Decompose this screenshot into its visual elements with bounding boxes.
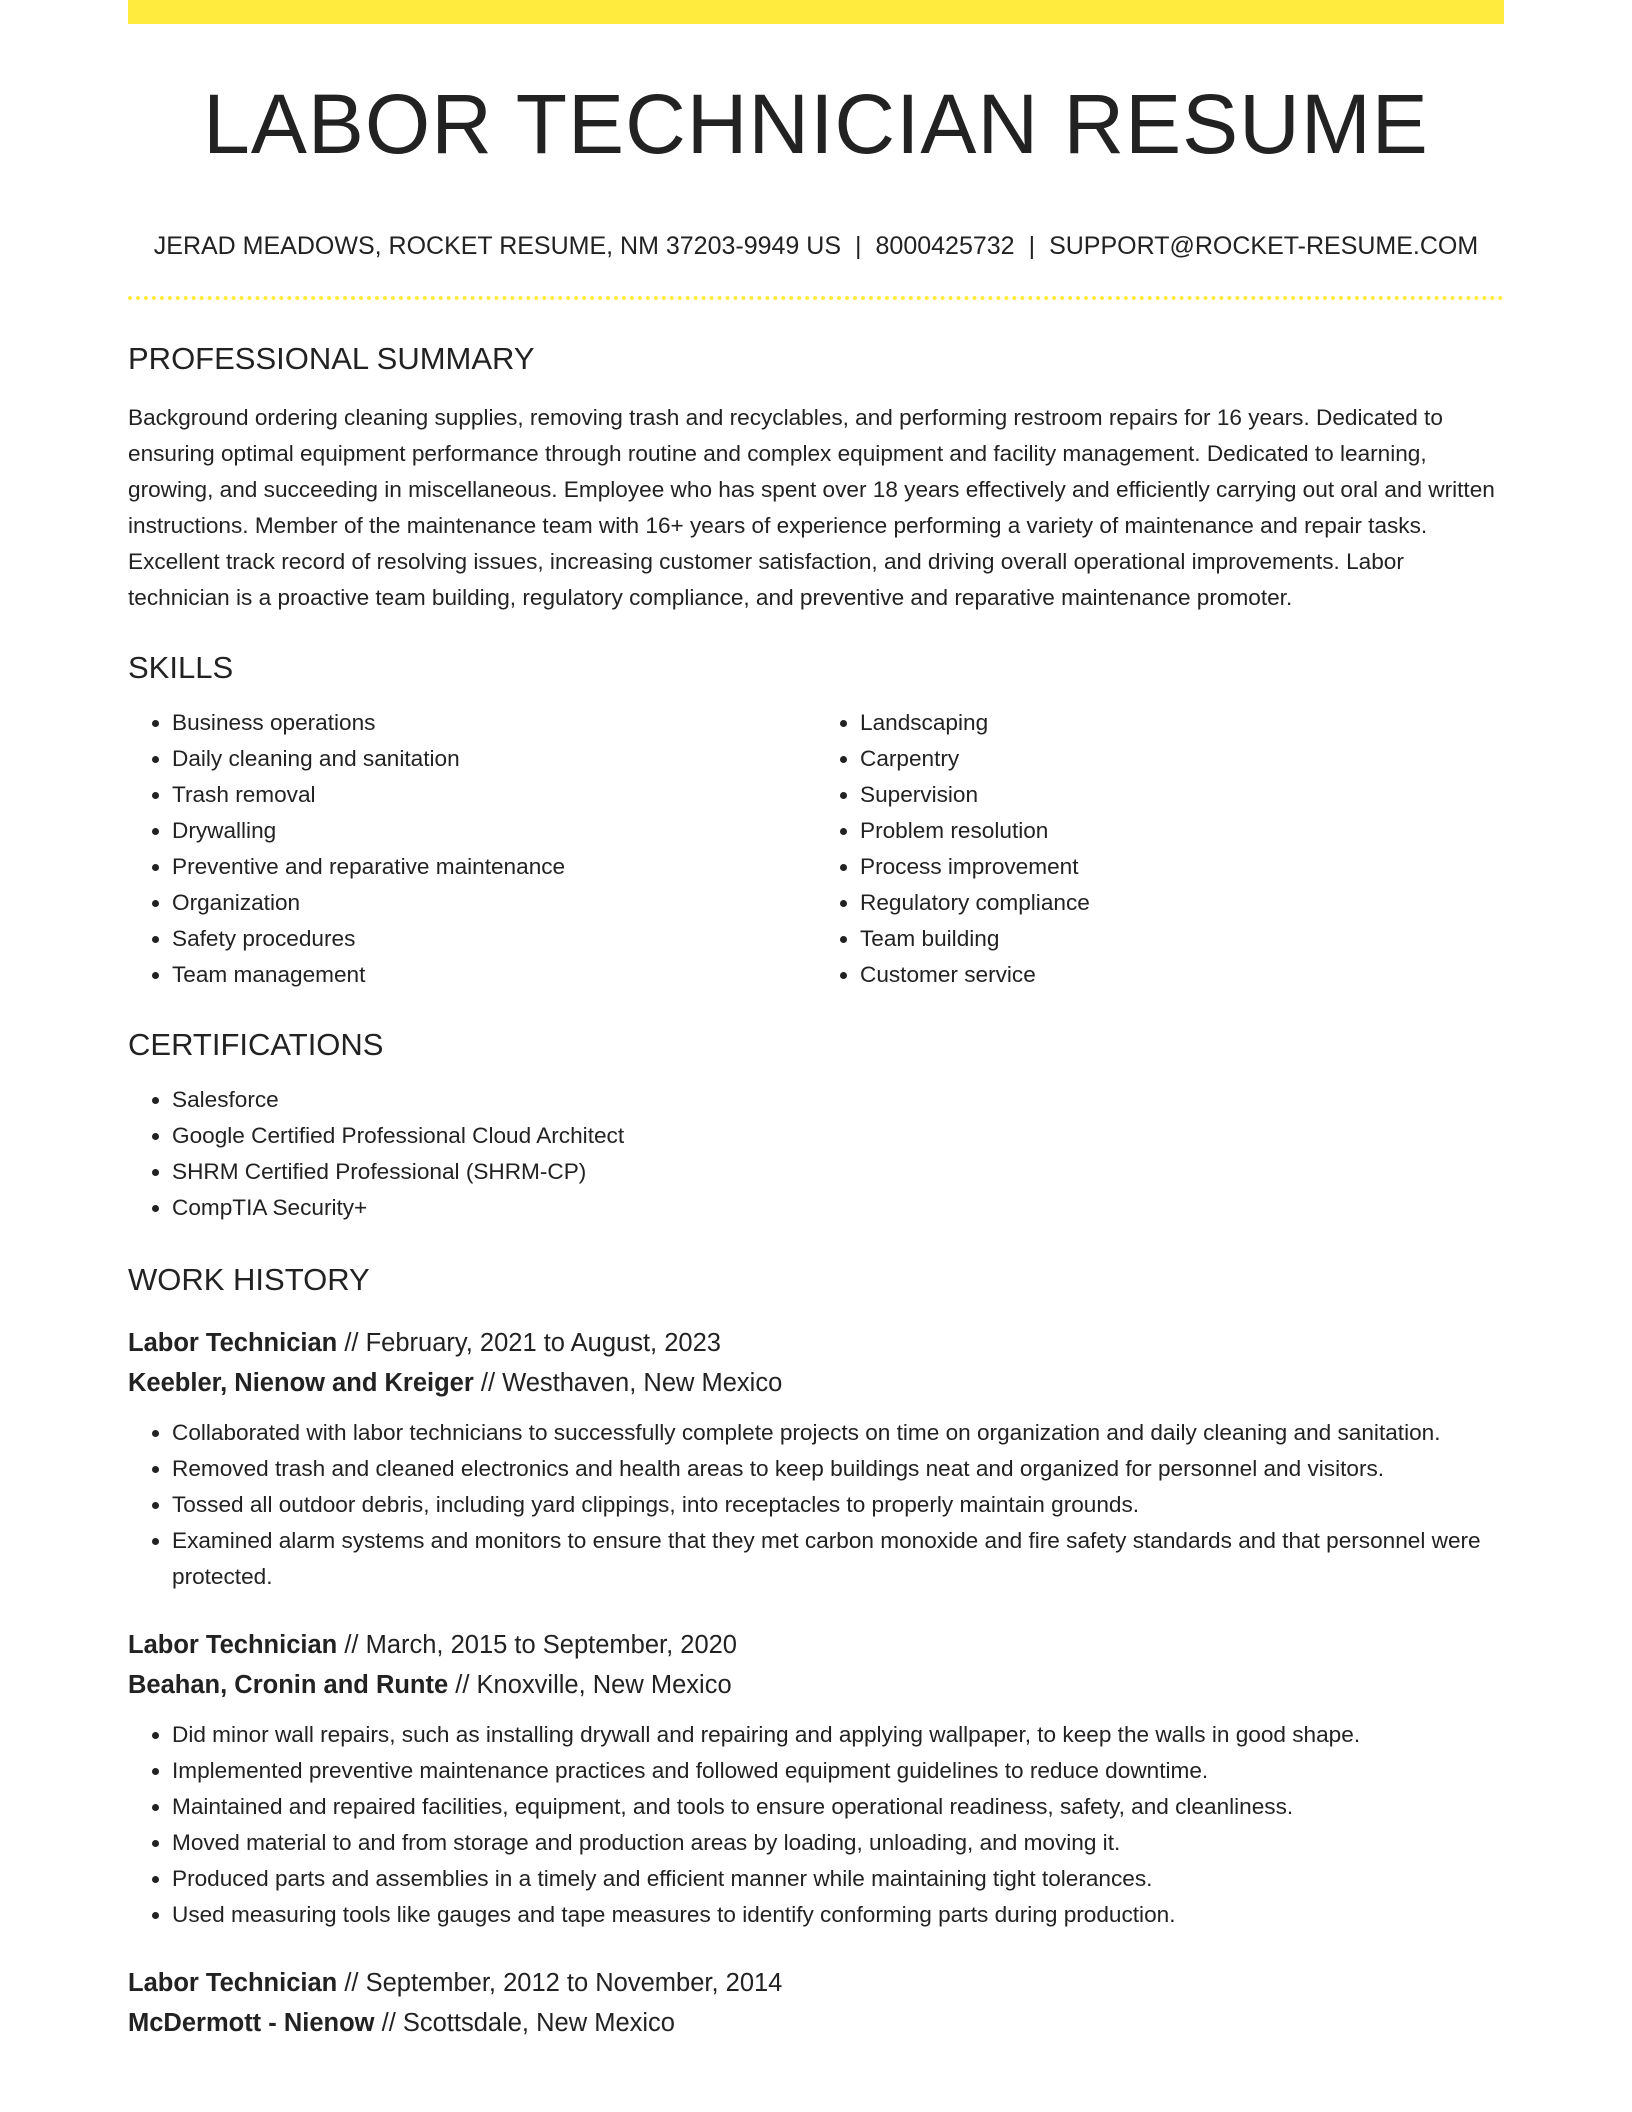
accent-top-bar — [128, 0, 1504, 24]
job-dates: // March, 2015 to September, 2020 — [344, 1631, 737, 1659]
contact-line — [128, 234, 1504, 259]
job-bullet: • Did minor wall repairs, such as installing drywall and repairing and applying wallpaper, to keep the walls in good shape. — [172, 1717, 1504, 1753]
summary-heading: PROFESSIONAL SUMMARY — [128, 341, 535, 376]
job-bullet: • Used measuring tools like gauges and tape measures to identify conforming parts during production. — [172, 1897, 1504, 1933]
job-dates: // February, 2021 to August, 2023 — [344, 1329, 721, 1357]
work-history-heading: WORK HISTORY — [128, 1262, 370, 1297]
skill-item: • Organization — [172, 885, 816, 921]
job-bullet: • Produced parts and assemblies in a timely and efficient manner while maintaining tight tolerances. — [172, 1861, 1504, 1897]
contact-phone: 8000425732 — [875, 232, 1015, 260]
resume-page — [128, 0, 1504, 2043]
job-bullet: • Maintained and repaired facilities, equipment, and tools to ensure operational readiness, safety, and cleanliness. — [172, 1789, 1504, 1825]
job-company: Keebler, Nienow and Kreiger — [128, 1369, 474, 1397]
job-entry — [128, 1625, 1504, 1933]
certification-item: • Salesforce — [172, 1082, 1504, 1118]
job-title-line — [128, 1625, 1504, 1665]
job-bullet: • Examined alarm systems and monitors to ensure that they met carbon monoxide and fire safety standards and that personnel were protected. — [172, 1523, 1504, 1595]
job-bullet: • Tossed all outdoor debris, including yard clippings, into receptacles to properly maintain grounds. — [172, 1487, 1504, 1523]
skills-left-list — [128, 705, 816, 993]
job-bullet: • Implemented preventive maintenance practices and followed equipment guidelines to reduce downtime. — [172, 1753, 1504, 1789]
job-title-line — [128, 1323, 1504, 1363]
job-company-line — [128, 1363, 1504, 1403]
skill-item: • Carpentry — [860, 741, 1504, 777]
skill-item: • Problem resolution — [860, 813, 1504, 849]
skill-item: • Trash removal — [172, 777, 816, 813]
certification-item: • CompTIA Security+ — [172, 1190, 1504, 1226]
certification-item: • SHRM Certified Professional (SHRM-CP) — [172, 1154, 1504, 1190]
job-bullets — [128, 1415, 1504, 1595]
skill-item: • Business operations — [172, 705, 816, 741]
skill-item: • Supervision — [860, 777, 1504, 813]
contact-separator: | — [855, 232, 862, 260]
job-company: Beahan, Cronin and Runte — [128, 1671, 449, 1699]
skill-item: • Drywalling — [172, 813, 816, 849]
skill-item: • Process improvement — [860, 849, 1504, 885]
contact-email[interactable]: SUPPORT@ROCKET-RESUME.COM — [1049, 232, 1479, 260]
skill-item: • Landscaping — [860, 705, 1504, 741]
contact-address: JERAD MEADOWS, ROCKET RESUME, NM 37203-9949 US — [153, 232, 842, 260]
skills-right-list — [816, 705, 1504, 993]
job-title: Labor Technician — [128, 1969, 338, 1997]
job-bullet: • Collaborated with labor technicians to successfully complete projects on time on organization and daily cleaning and sanitation. — [172, 1415, 1504, 1451]
contact-separator: | — [1028, 232, 1036, 260]
skill-item: • Customer service — [860, 957, 1504, 993]
certifications-heading: CERTIFICATIONS — [128, 1027, 384, 1062]
skills-grid — [128, 705, 1504, 993]
skills-heading: SKILLS — [128, 650, 234, 685]
job-entry — [128, 1323, 1504, 1595]
summary-text: Background ordering cleaning supplies, removing trash and recyclables, and performing restroom repairs for 16 years. Dedicated to ensuring optimal equipment performance through routine and complex equipment and facility management. Dedicated to learning, growing, and succeeding in miscellaneous. Employee who has spent over 18 years effectively and efficiently carrying out oral and written instructions. Member of the maintenance team with 16+ years of experience performing a variety of maintenance and repair tasks. Excellent track record of resolving issues, increasing customer satisfaction, and driving overall operational improvements. Labor technician is a proactive team building, regulatory compliance, and preventive and reparative maintenance promoter. — [128, 405, 1495, 610]
job-bullets — [128, 1717, 1504, 1933]
work-history-section — [128, 1264, 1504, 2043]
job-bullet: • Moved material to and from storage and production areas by loading, unloading, and moving it. — [172, 1825, 1504, 1861]
job-location: // Scottsdale, New Mexico — [381, 2009, 675, 2037]
job-bullet: • Removed trash and cleaned electronics and health areas to keep buildings neat and organized for personnel and visitors. — [172, 1451, 1504, 1487]
certifications-list — [128, 1082, 1504, 1226]
certification-item: • Google Certified Professional Cloud Architect — [172, 1118, 1504, 1154]
dotted-divider — [128, 296, 1504, 300]
job-location: // Westhaven, New Mexico — [480, 1369, 783, 1397]
job-company-line — [128, 2003, 1504, 2043]
resume-title: LABOR TECHNICIAN RESUME — [203, 77, 1429, 171]
job-location: // Knoxville, New Mexico — [455, 1671, 732, 1699]
summary-section — [128, 343, 1504, 616]
job-title: Labor Technician — [128, 1329, 338, 1357]
job-dates: // September, 2012 to November, 2014 — [344, 1969, 783, 1997]
skill-item: • Safety procedures — [172, 921, 816, 957]
job-title: Labor Technician — [128, 1631, 338, 1659]
skill-item: • Team management — [172, 957, 816, 993]
skill-item: • Daily cleaning and sanitation — [172, 741, 816, 777]
job-company-line — [128, 1665, 1504, 1705]
job-company: McDermott - Nienow — [128, 2009, 375, 2037]
skill-item: • Regulatory compliance — [860, 885, 1504, 921]
skills-section — [128, 652, 1504, 993]
job-title-line — [128, 1963, 1504, 2003]
job-entry — [128, 1963, 1504, 2043]
skill-item: • Team building — [860, 921, 1504, 957]
skill-item: • Preventive and reparative maintenance — [172, 849, 816, 885]
certifications-section — [128, 1029, 1504, 1226]
